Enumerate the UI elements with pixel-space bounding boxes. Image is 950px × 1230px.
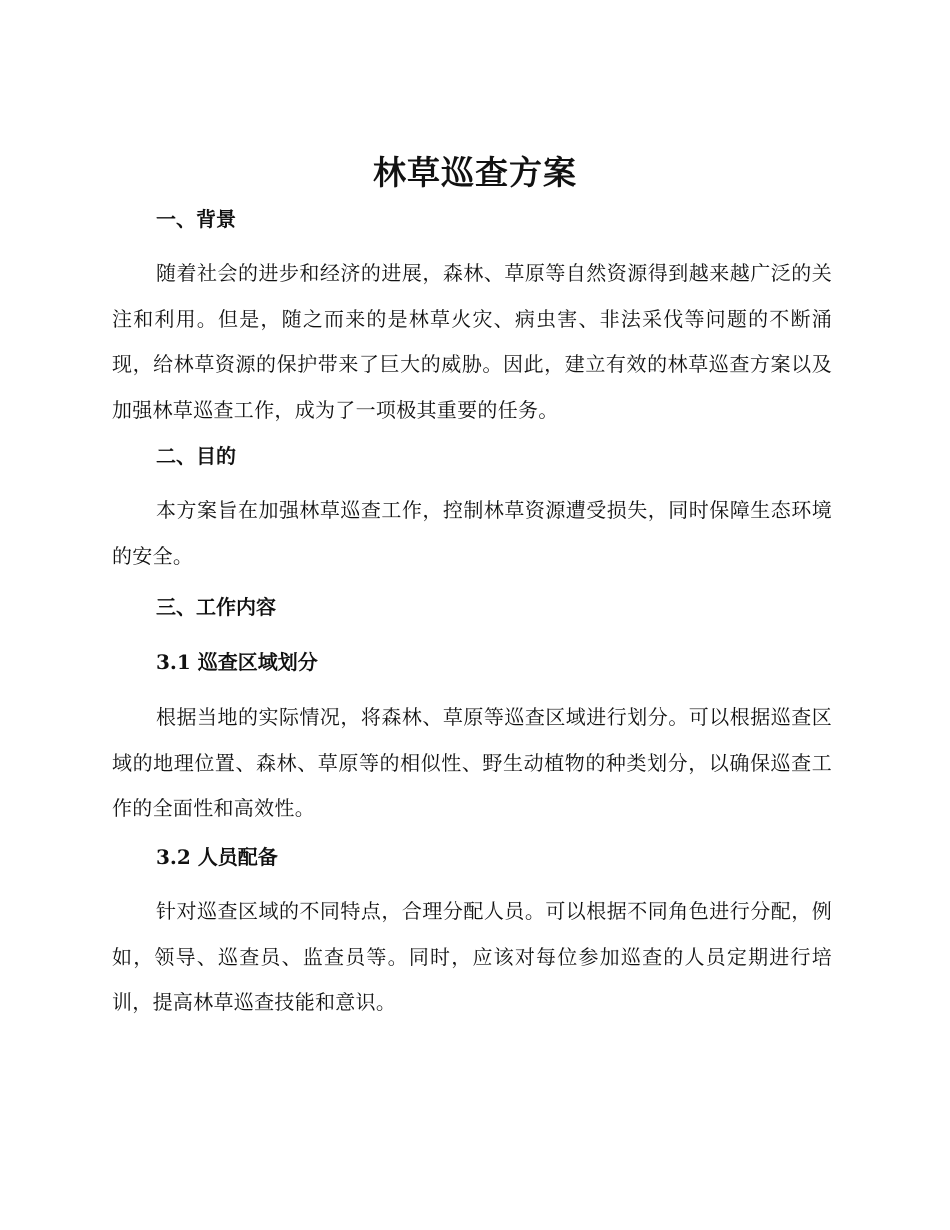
document-title: 林草巡查方案 [373,153,577,192]
section-heading-work-content: 三、工作内容 [156,595,276,619]
subsection-heading-area-division: 3.1 巡查区域划分 [156,650,318,674]
section-heading-purpose: 二、目的 [156,444,236,468]
area-division-paragraph: 根据当地的实际情况，将森林、草原等巡查区域进行划分。可以根据巡查区域的地理位置、森林、草原等的相似性、野生动植物的种类划分，以确保巡查工作的全面性和高效性。 [112,705,832,820]
staffing-paragraph: 针对巡查区域的不同特点，合理分配人员。可以根据不同角色进行分配，例如，领导、巡查员、监查员等。同时，应该对每位参加巡查的人员定期进行培训，提高林草巡查技能和意识。 [112,899,832,1014]
purpose-paragraph: 本方案旨在加强林草巡查工作，控制林草资源遭受损失，同时保障生态环境的安全。 [112,498,832,568]
section-heading-background: 一、背景 [156,207,236,231]
subsection-heading-staffing: 3.2 人员配备 [156,845,278,869]
background-paragraph: 随着社会的进步和经济的进展，森林、草原等自然资源得到越来越广泛的关注和利用。但是，随之而来的是林草火灾、病虫害、非法采伐等问题的不断涌现，给林草资源的保护带来了巨大的威胁。因此，建立有效的林草巡查方案以及加强林草巡查工作，成为了一项极其重要的任务。 [112,261,832,422]
